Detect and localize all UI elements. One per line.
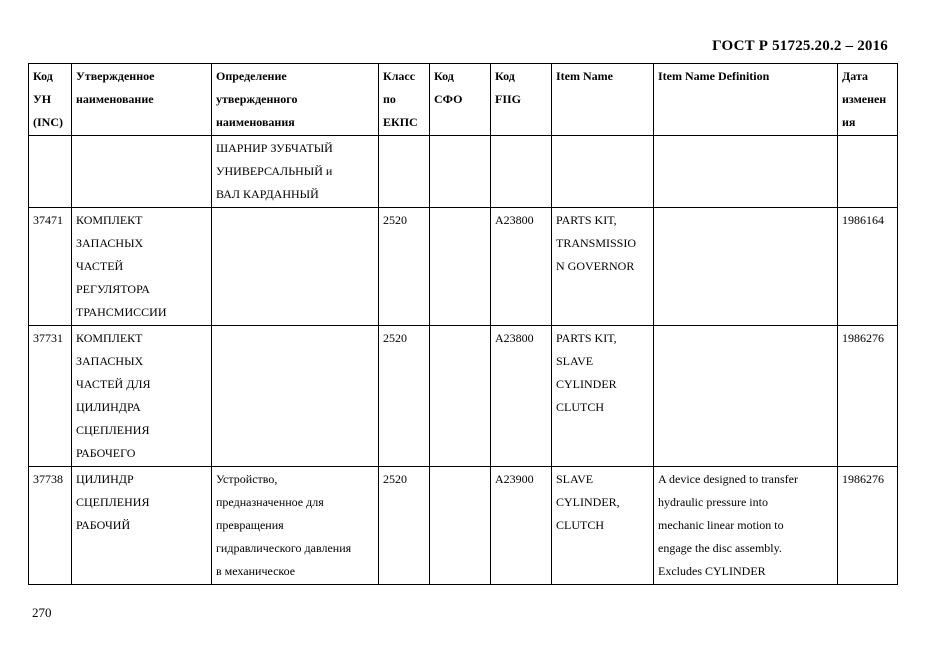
header-name-definition: Определение утвержденного наименования [212, 64, 379, 136]
cell-approved-name [72, 136, 212, 208]
cell-item-name: SLAVE CYLINDER, CLUTCH [552, 467, 654, 585]
cell-sfo-code [430, 467, 491, 585]
cell-inc-code [29, 136, 72, 208]
cell-item-name [552, 136, 654, 208]
table-row [29, 467, 898, 585]
header-inc-code: Код УН (INC) [29, 64, 72, 136]
header-item-name: Item Name [552, 64, 654, 136]
cell-inc-code: 37738 [29, 467, 72, 585]
registry-table [28, 63, 898, 585]
cell-approved-name: КОМПЛЕКТ ЗАПАСНЫХ ЧАСТЕЙ ДЛЯ ЦИЛИНДРА СЦЕПЛЕНИЯ РАБОЧЕГО [72, 326, 212, 467]
header-approved-name: Утвержденное наименование [72, 64, 212, 136]
cell-inc-code: 37731 [29, 326, 72, 467]
cell-class: 2520 [379, 326, 430, 467]
cell-fiig-code: A23800 [491, 326, 552, 467]
cell-item-name-definition [654, 326, 838, 467]
header-change-date: Дата изменен ия [838, 64, 898, 136]
cell-item-name-definition: A device designed to transfer hydraulic pressure into mechanic linear motion to engage the disc assembly. Excludes CYLINDER [654, 467, 838, 585]
cell-item-name-definition [654, 136, 838, 208]
cell-name-definition [212, 326, 379, 467]
cell-item-name-definition [654, 208, 838, 326]
table-row [29, 208, 898, 326]
cell-sfo-code [430, 326, 491, 467]
cell-name-definition: Устройство, предназначенное для превращения гидравлического давления в механическое [212, 467, 379, 585]
cell-change-date: 1986276 [838, 326, 898, 467]
cell-fiig-code: A23800 [491, 208, 552, 326]
cell-inc-code: 37471 [29, 208, 72, 326]
table-row [29, 136, 898, 208]
header-row [29, 64, 898, 136]
cell-fiig-code: A23900 [491, 467, 552, 585]
cell-approved-name: КОМПЛЕКТ ЗАПАСНЫХ ЧАСТЕЙ РЕГУЛЯТОРА ТРАНСМИССИИ [72, 208, 212, 326]
cell-item-name: PARTS KIT, TRANSMISSIO N GOVERNOR [552, 208, 654, 326]
cell-sfo-code [430, 136, 491, 208]
cell-item-name: PARTS KIT, SLAVE CYLINDER CLUTCH [552, 326, 654, 467]
header-item-name-definition: Item Name Definition [654, 64, 838, 136]
cell-approved-name: ЦИЛИНДР СЦЕПЛЕНИЯ РАБОЧИЙ [72, 467, 212, 585]
header-fiig-code: Код FIIG [491, 64, 552, 136]
document-standard-header: ГОСТ Р 51725.20.2 – 2016 [712, 38, 888, 54]
cell-fiig-code [491, 136, 552, 208]
cell-sfo-code [430, 208, 491, 326]
cell-class [379, 136, 430, 208]
cell-change-date: 1986276 [838, 467, 898, 585]
header-sfo-code: Код СФО [430, 64, 491, 136]
cell-change-date [838, 136, 898, 208]
header-class: Класс по ЕКПС [379, 64, 430, 136]
cell-change-date: 1986164 [838, 208, 898, 326]
table-row [29, 326, 898, 467]
cell-class: 2520 [379, 208, 430, 326]
page-number: 270 [32, 605, 52, 620]
cell-name-definition: ШАРНИР ЗУБЧАТЫЙ УНИВЕРСАЛЬНЫЙ и ВАЛ КАРДАННЫЙ [212, 136, 379, 208]
cell-name-definition [212, 208, 379, 326]
cell-class: 2520 [379, 467, 430, 585]
